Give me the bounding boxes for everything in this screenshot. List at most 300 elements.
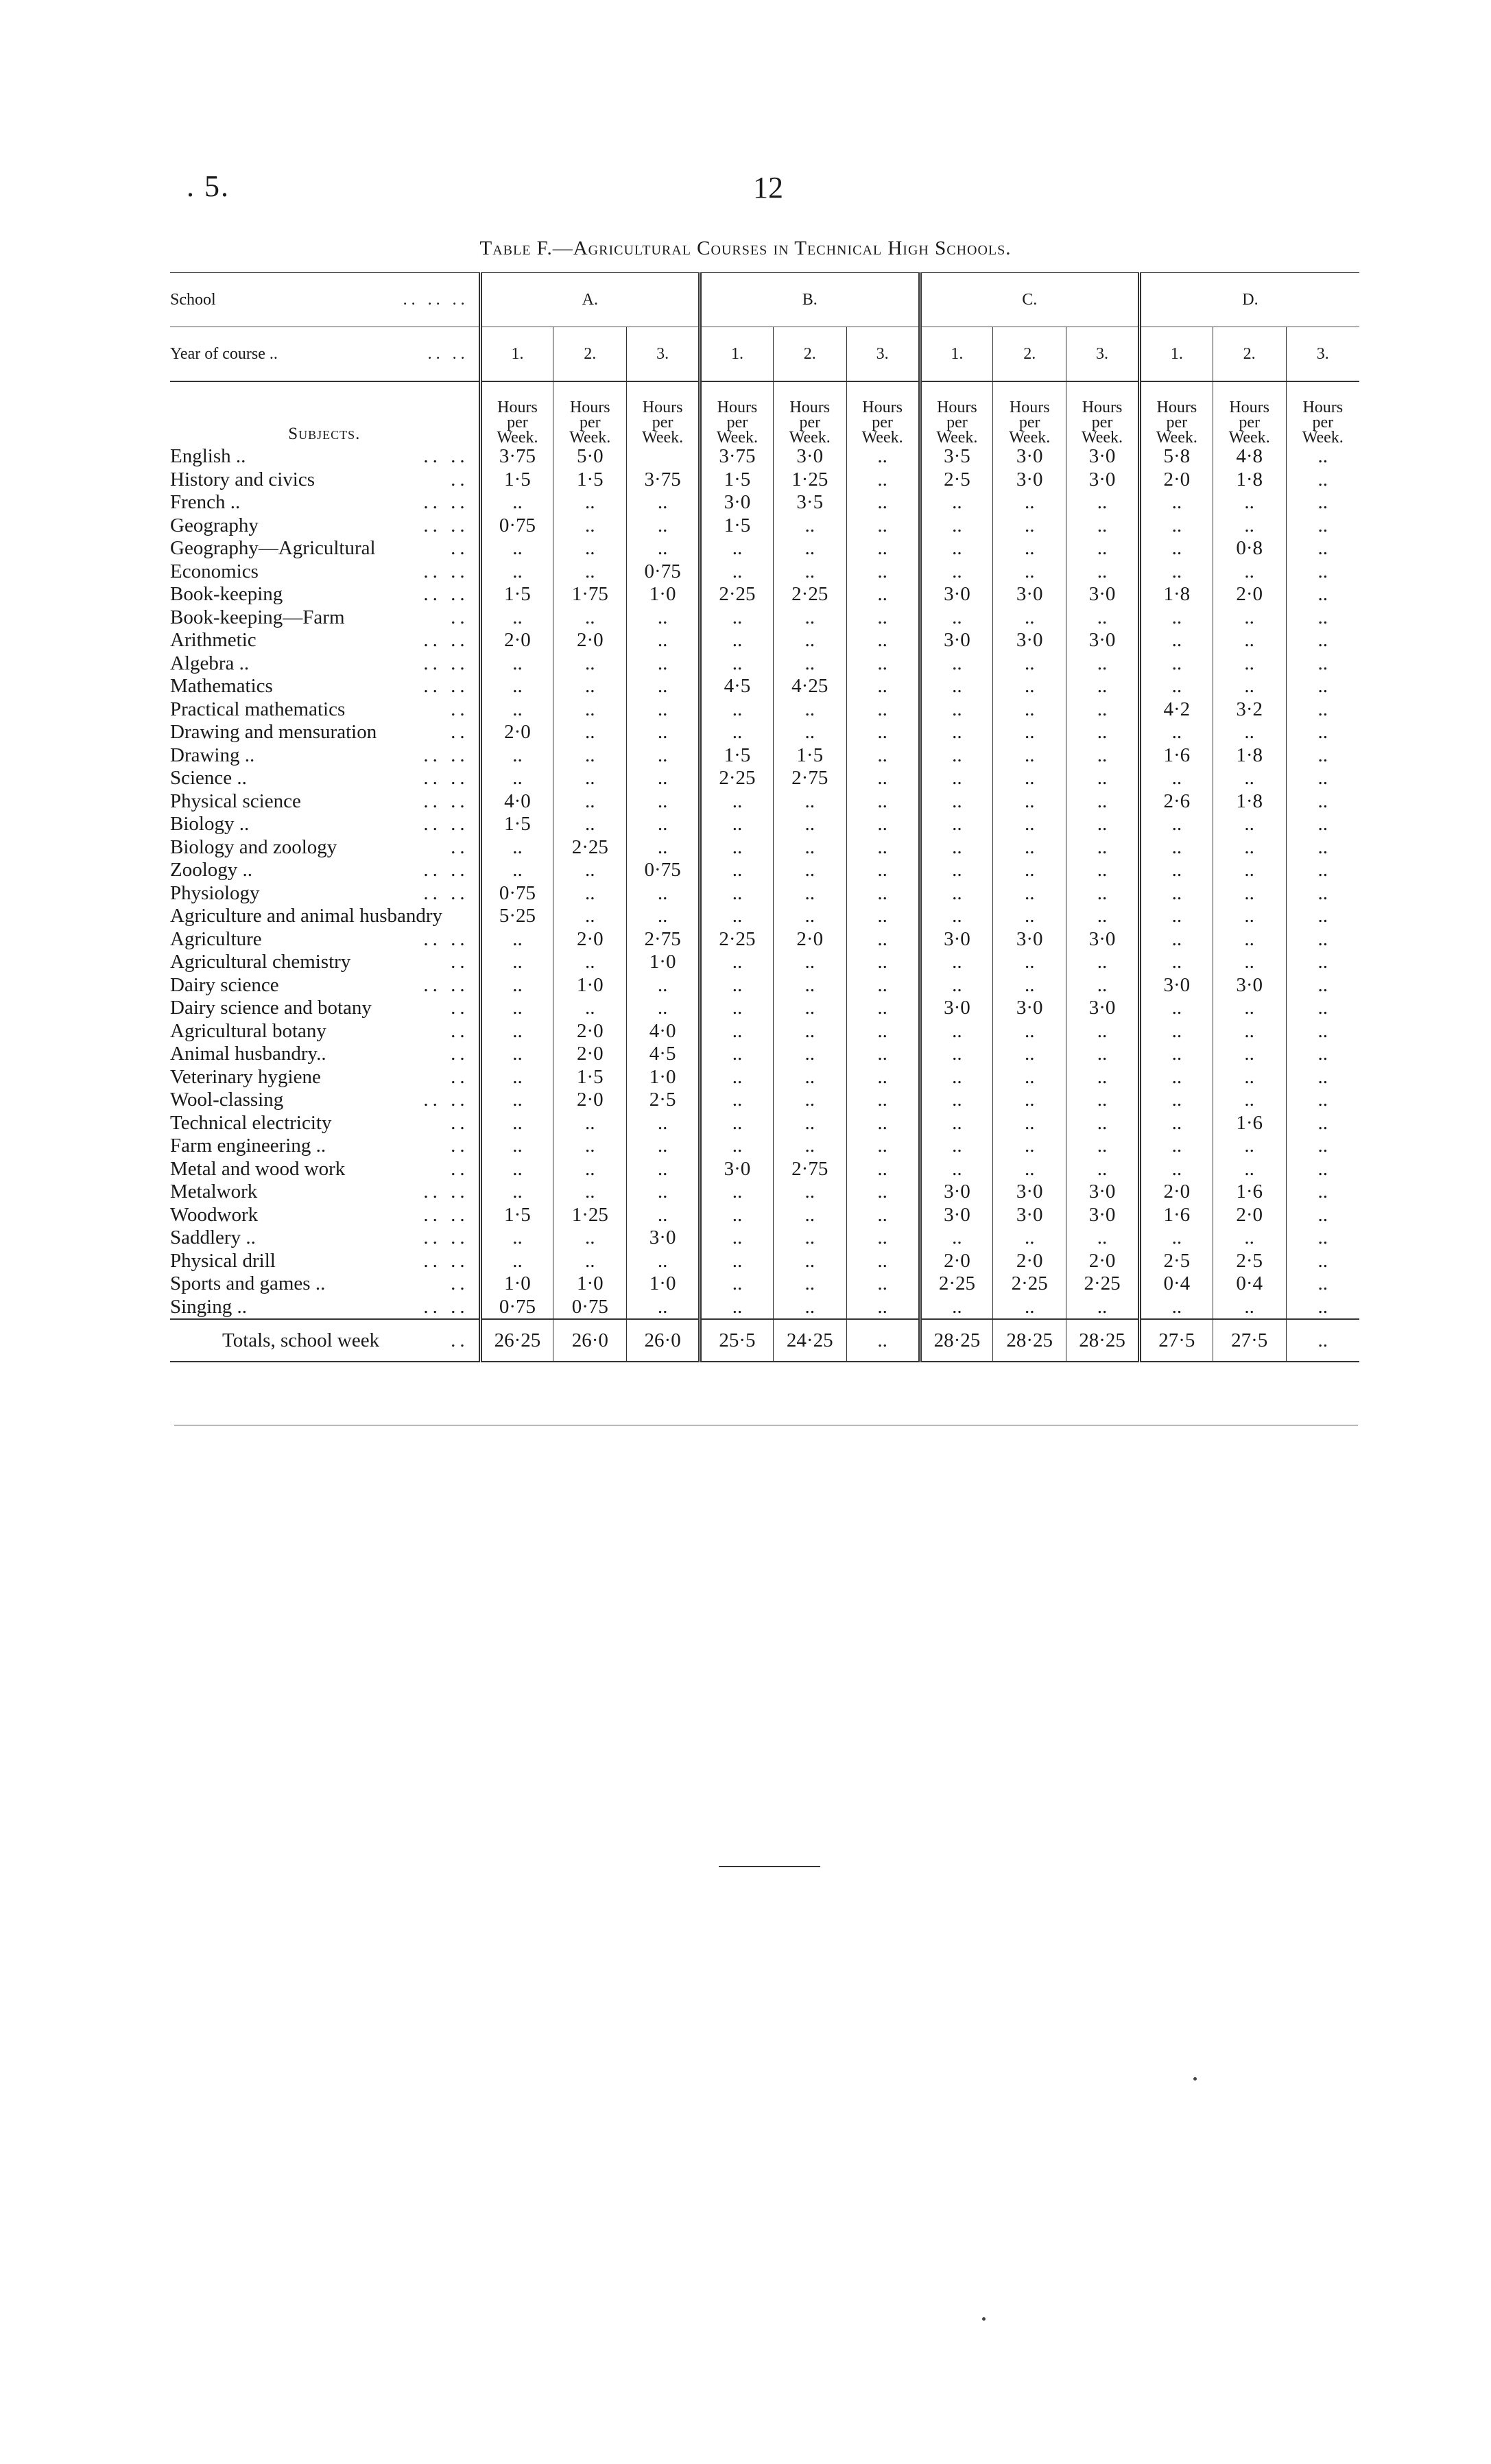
hours-cell: .. — [480, 836, 553, 860]
subject-name: Metalwork — [170, 1181, 258, 1203]
hours-cell: .. — [993, 974, 1066, 997]
hours-cell: 1·0 — [480, 1272, 553, 1296]
leader-dots: .. .. — [423, 1227, 469, 1249]
subject-cell — [170, 1272, 480, 1296]
hours-cell: .. — [1066, 1043, 1140, 1066]
hours-cell: .. — [920, 675, 993, 698]
unit-header-cell — [1286, 381, 1359, 445]
hours-cell: 2·0 — [480, 629, 553, 652]
table-row — [170, 469, 1359, 492]
subject-name: Drawing and mensuration — [170, 721, 377, 744]
year-header: 2. — [773, 327, 846, 382]
hours-cell: .. — [553, 859, 627, 882]
hours-cell: .. — [773, 1089, 846, 1112]
hours-cell: .. — [993, 859, 1066, 882]
leader-dots: .. .. — [423, 767, 469, 790]
hours-cell: 2·25 — [553, 836, 627, 860]
subject-name: Sports and games .. — [170, 1272, 326, 1295]
unit-header-line: per — [1312, 414, 1334, 431]
subjects-heading: Subjects. — [170, 381, 480, 445]
hours-cell: 3·0 — [700, 1158, 774, 1181]
total-cell: 25·5 — [700, 1319, 774, 1362]
total-cell: 26·0 — [627, 1319, 700, 1362]
hours-cell: .. — [993, 767, 1066, 790]
unit-header-line: per — [1239, 414, 1260, 431]
total-cell: 26·25 — [480, 1319, 553, 1362]
hours-cell: .. — [480, 974, 553, 997]
hours-cell: .. — [1286, 974, 1359, 997]
hours-cell: 3·0 — [1066, 469, 1140, 492]
hours-cell: 5·8 — [1139, 445, 1213, 469]
hours-cell: .. — [773, 1296, 846, 1320]
hours-cell: .. — [627, 997, 700, 1020]
leader-dots: .. .. — [423, 445, 469, 468]
hours-cell: 5·25 — [480, 905, 553, 928]
subject-cell — [170, 1020, 480, 1043]
hours-cell: .. — [700, 560, 774, 584]
hours-cell: .. — [700, 997, 774, 1020]
subject-cell — [170, 491, 480, 514]
hours-cell: .. — [1286, 721, 1359, 744]
hours-cell: .. — [993, 1020, 1066, 1043]
subject-cell — [170, 905, 480, 928]
hours-cell: .. — [1213, 1227, 1286, 1250]
hours-cell: .. — [773, 790, 846, 814]
hours-cell: 2·25 — [920, 1272, 993, 1296]
hours-cell: 2·25 — [700, 928, 774, 951]
unit-header-line: Hours — [1302, 399, 1344, 416]
hours-cell: .. — [627, 721, 700, 744]
hours-cell: 2·0 — [1066, 1250, 1140, 1273]
hours-cell: .. — [480, 744, 553, 768]
hours-cell: .. — [1213, 560, 1286, 584]
hours-cell: 3·75 — [480, 445, 553, 469]
hours-cell: .. — [1213, 1296, 1286, 1320]
hours-cell: .. — [993, 606, 1066, 630]
hours-cell: 1·25 — [773, 469, 846, 492]
hours-cell: .. — [773, 1020, 846, 1043]
subject-name: Agriculture and animal husbandry — [170, 905, 443, 927]
hours-cell: .. — [1286, 606, 1359, 630]
year-label-cell — [170, 327, 480, 382]
leader-dots: .. .. .. — [403, 290, 469, 309]
subject-name: Veterinary hygiene — [170, 1065, 321, 1088]
hours-cell: .. — [846, 583, 920, 606]
hours-cell: .. — [846, 1066, 920, 1089]
leader-dots: .. .. — [423, 1203, 469, 1226]
hours-cell: 0·75 — [627, 859, 700, 882]
school-label: School — [170, 290, 216, 309]
unit-header-row — [170, 381, 1359, 445]
hours-cell: .. — [993, 813, 1066, 836]
subject-cell — [170, 445, 480, 469]
hours-cell: .. — [1286, 1204, 1359, 1227]
hours-cell: .. — [700, 1204, 774, 1227]
hours-cell: .. — [773, 974, 846, 997]
subject-name: Physiology — [170, 881, 260, 904]
hours-cell: 2·0 — [553, 1043, 627, 1066]
hours-cell: 4·5 — [700, 675, 774, 698]
year-header: 2. — [993, 327, 1066, 382]
hours-cell: .. — [1286, 491, 1359, 514]
subject-cell — [170, 721, 480, 744]
hours-cell: .. — [993, 836, 1066, 860]
hours-cell: 1·5 — [553, 1066, 627, 1089]
hours-cell: .. — [553, 537, 627, 560]
page-number: 12 — [753, 171, 783, 204]
hours-cell: 3·0 — [993, 1181, 1066, 1204]
table-row — [170, 445, 1359, 469]
hours-cell: .. — [553, 1250, 627, 1273]
leader-dots: .. — [451, 997, 469, 1019]
hours-cell: 2·75 — [773, 1158, 846, 1181]
hours-cell: .. — [1286, 790, 1359, 814]
hours-cell: .. — [846, 445, 920, 469]
hours-cell: .. — [1139, 882, 1213, 905]
hours-cell: 4·2 — [1139, 698, 1213, 722]
hours-cell: .. — [993, 698, 1066, 722]
hours-cell: .. — [1066, 1089, 1140, 1112]
unit-header-line: Hours — [1009, 399, 1050, 416]
hours-cell: .. — [920, 537, 993, 560]
hours-cell: 2·0 — [1213, 1204, 1286, 1227]
hours-cell: .. — [1213, 1020, 1286, 1043]
subject-name: Geography — [170, 514, 259, 536]
year-label: Year of course .. — [170, 344, 278, 363]
table-row — [170, 560, 1359, 584]
subject-rows — [170, 445, 1359, 1319]
unit-header-line: per — [799, 414, 821, 431]
hours-cell: .. — [1139, 951, 1213, 974]
hours-cell: .. — [1139, 1020, 1213, 1043]
hours-cell: .. — [627, 652, 700, 676]
hours-cell: 3·0 — [1066, 928, 1140, 951]
hours-cell: 3·0 — [1066, 583, 1140, 606]
hours-cell: .. — [1213, 859, 1286, 882]
hours-cell: 2·5 — [1213, 1250, 1286, 1273]
hours-cell: .. — [993, 1227, 1066, 1250]
subject-name: Agriculture — [170, 927, 262, 950]
hours-cell: .. — [1066, 652, 1140, 676]
hours-cell: 2·75 — [773, 767, 846, 790]
hours-cell: 2·5 — [1139, 1250, 1213, 1273]
hours-cell: .. — [700, 882, 774, 905]
hours-cell: 2·0 — [1139, 469, 1213, 492]
leader-dots: .. — [451, 721, 469, 744]
hours-cell: .. — [480, 1020, 553, 1043]
hours-cell: .. — [993, 790, 1066, 814]
hours-cell: .. — [480, 1112, 553, 1135]
subject-name: Drawing .. — [170, 744, 255, 766]
totals-label: Totals, school week — [222, 1329, 380, 1351]
hours-cell: .. — [553, 905, 627, 928]
hours-cell: .. — [920, 514, 993, 538]
hours-cell: 0·8 — [1213, 537, 1286, 560]
hours-cell: .. — [846, 813, 920, 836]
hours-cell: 3·0 — [920, 997, 993, 1020]
hours-cell: .. — [993, 1089, 1066, 1112]
table-row — [170, 859, 1359, 882]
hours-cell: .. — [993, 1158, 1066, 1181]
hours-cell: .. — [920, 698, 993, 722]
hours-cell: 4·25 — [773, 675, 846, 698]
hours-cell: .. — [1066, 1158, 1140, 1181]
hours-cell: .. — [627, 1112, 700, 1135]
hours-cell: 1·5 — [480, 469, 553, 492]
hours-cell: .. — [1139, 905, 1213, 928]
hours-cell: .. — [846, 1135, 920, 1158]
unit-header-cell — [1213, 381, 1286, 445]
year-header: 2. — [553, 327, 627, 382]
hours-cell: .. — [920, 1135, 993, 1158]
hours-cell: 3·0 — [920, 1181, 993, 1204]
hours-cell: 0·75 — [480, 1296, 553, 1320]
hours-cell: 3·0 — [1139, 974, 1213, 997]
hours-cell: .. — [700, 606, 774, 630]
hours-cell: 3·0 — [993, 928, 1066, 951]
total-cell: 24·25 — [773, 1319, 846, 1362]
unit-header-line: Week. — [1228, 429, 1270, 447]
hours-cell: .. — [846, 606, 920, 630]
leader-dots: .. .. — [423, 1249, 469, 1272]
table-row — [170, 882, 1359, 905]
year-header: 3. — [846, 327, 920, 382]
unit-header-line: Hours — [569, 399, 610, 416]
agricultural-courses-table — [170, 272, 1359, 1362]
unit-header-cell — [1139, 381, 1213, 445]
subject-name: Economics — [170, 560, 259, 582]
unit-header-line: Week. — [716, 429, 758, 447]
hours-cell: .. — [920, 790, 993, 814]
hours-cell: .. — [846, 997, 920, 1020]
subject-name: Agricultural botany — [170, 1019, 326, 1042]
hours-cell: .. — [920, 974, 993, 997]
unit-header-line: Week. — [861, 429, 903, 447]
hours-cell: .. — [773, 629, 846, 652]
subject-cell — [170, 675, 480, 698]
hours-cell: .. — [1139, 997, 1213, 1020]
hours-cell: .. — [773, 698, 846, 722]
unit-header-line: per — [1091, 414, 1113, 431]
hours-cell: .. — [920, 1158, 993, 1181]
school-a-header: A. — [480, 273, 700, 327]
hours-cell: .. — [1139, 629, 1213, 652]
subject-name: Woodwork — [170, 1203, 259, 1226]
hours-cell: 0·75 — [553, 1296, 627, 1320]
total-cell: .. — [846, 1319, 920, 1362]
hours-cell: 3·0 — [920, 928, 993, 951]
table-row — [170, 1250, 1359, 1273]
table-row — [170, 997, 1359, 1020]
hours-cell: .. — [1286, 537, 1359, 560]
hours-cell: .. — [553, 767, 627, 790]
leader-dots: .. — [451, 951, 469, 973]
hours-cell: .. — [1286, 1296, 1359, 1320]
subject-cell — [170, 1204, 480, 1227]
hours-cell: .. — [627, 790, 700, 814]
hours-cell: .. — [700, 1250, 774, 1273]
hours-cell: .. — [1213, 491, 1286, 514]
leader-dots: .. — [451, 1043, 469, 1065]
hours-cell: .. — [553, 606, 627, 630]
hours-cell: .. — [627, 675, 700, 698]
hours-cell: .. — [1139, 721, 1213, 744]
hours-cell: 1·8 — [1213, 744, 1286, 768]
hours-cell: .. — [773, 859, 846, 882]
total-cell: 28·25 — [1066, 1319, 1140, 1362]
subject-name: English .. — [170, 445, 246, 468]
hours-cell: 2·0 — [480, 721, 553, 744]
hours-cell: .. — [846, 675, 920, 698]
hours-cell: .. — [1213, 514, 1286, 538]
hours-cell: 2·0 — [553, 928, 627, 951]
table-row — [170, 767, 1359, 790]
subject-cell — [170, 744, 480, 768]
hours-cell: .. — [1286, 859, 1359, 882]
table-row — [170, 1020, 1359, 1043]
hours-cell: 2·0 — [553, 1089, 627, 1112]
school-c-header: C. — [920, 273, 1139, 327]
subject-cell — [170, 514, 480, 538]
hours-cell: .. — [700, 974, 774, 997]
hours-cell: 1·5 — [480, 583, 553, 606]
unit-header-line: Week. — [936, 429, 978, 447]
hours-cell: .. — [1213, 652, 1286, 676]
subject-name: Dairy science and botany — [170, 997, 372, 1019]
unit-header-line: Week. — [497, 429, 538, 447]
leader-dots: .. .. — [423, 881, 469, 904]
hours-cell: 1·75 — [553, 583, 627, 606]
hours-cell: .. — [700, 1272, 774, 1296]
hours-cell: .. — [627, 1181, 700, 1204]
subject-cell — [170, 790, 480, 814]
hours-cell: .. — [920, 905, 993, 928]
hours-cell: .. — [1286, 1135, 1359, 1158]
hours-cell: .. — [553, 698, 627, 722]
subject-name: Practical mathematics — [170, 698, 346, 720]
hours-cell: 3·75 — [627, 469, 700, 492]
hours-cell: .. — [846, 1204, 920, 1227]
hours-cell: .. — [553, 744, 627, 768]
hours-cell: 1·5 — [773, 744, 846, 768]
hours-cell: 2·0 — [553, 629, 627, 652]
hours-cell: .. — [1139, 1296, 1213, 1320]
leader-dots: .. .. — [423, 583, 469, 606]
totals-label-cell — [170, 1319, 480, 1362]
subject-name: Book-keeping—Farm — [170, 606, 345, 628]
subject-name: Algebra .. — [170, 652, 250, 674]
table-row — [170, 629, 1359, 652]
hours-cell: .. — [1213, 606, 1286, 630]
unit-header-line: Hours — [717, 399, 758, 416]
hours-cell: .. — [627, 744, 700, 768]
hours-cell: .. — [846, 537, 920, 560]
subject-cell — [170, 813, 480, 836]
hours-cell: .. — [920, 721, 993, 744]
hours-cell: 4·0 — [627, 1020, 700, 1043]
subject-cell — [170, 1135, 480, 1158]
hours-cell: .. — [846, 1158, 920, 1181]
hours-cell: 3·2 — [1213, 698, 1286, 722]
hours-cell: 2·0 — [993, 1250, 1066, 1273]
unit-header-cell — [846, 381, 920, 445]
hours-cell: .. — [1066, 606, 1140, 630]
unit-header-cell — [920, 381, 993, 445]
leader-dots: .. .. — [423, 629, 469, 652]
hours-cell: .. — [1286, 1158, 1359, 1181]
hours-cell: .. — [1066, 537, 1140, 560]
hours-cell: .. — [700, 813, 774, 836]
hours-cell: .. — [1213, 1089, 1286, 1112]
hours-cell: .. — [1286, 1227, 1359, 1250]
hours-cell: .. — [480, 997, 553, 1020]
hours-cell: .. — [480, 491, 553, 514]
hours-cell: .. — [1066, 951, 1140, 974]
year-header: 3. — [1286, 327, 1359, 382]
hours-cell: .. — [553, 1227, 627, 1250]
leader-dots: .. .. — [423, 491, 469, 514]
hours-cell: 4·5 — [627, 1043, 700, 1066]
hours-cell: .. — [993, 514, 1066, 538]
hours-cell: 3·0 — [1066, 629, 1140, 652]
hours-cell: .. — [993, 537, 1066, 560]
hours-cell: .. — [480, 1227, 553, 1250]
hours-cell: 3·0 — [773, 445, 846, 469]
hours-cell: .. — [920, 491, 993, 514]
hours-cell: .. — [846, 698, 920, 722]
table-row — [170, 583, 1359, 606]
hours-cell: .. — [1213, 928, 1286, 951]
unit-header-line: per — [726, 414, 748, 431]
table-row — [170, 491, 1359, 514]
hours-cell: 1·5 — [700, 469, 774, 492]
hours-cell: .. — [1139, 1066, 1213, 1089]
unit-header-cell — [700, 381, 774, 445]
hours-cell: 3·0 — [993, 629, 1066, 652]
hours-cell: .. — [1139, 1135, 1213, 1158]
hours-cell: 1·8 — [1139, 583, 1213, 606]
subject-cell — [170, 951, 480, 974]
hours-cell: .. — [846, 1043, 920, 1066]
hours-cell: .. — [993, 1296, 1066, 1320]
hours-cell: .. — [1139, 1112, 1213, 1135]
hours-cell: .. — [553, 1135, 627, 1158]
total-cell: 27·5 — [1139, 1319, 1213, 1362]
leader-dots: .. .. — [423, 790, 469, 812]
table-row — [170, 1043, 1359, 1066]
hours-cell: .. — [700, 721, 774, 744]
hours-cell: 1·0 — [553, 1272, 627, 1296]
hours-cell: .. — [993, 1112, 1066, 1135]
hours-cell: .. — [846, 882, 920, 905]
hours-cell: .. — [993, 1066, 1066, 1089]
hours-cell: 1·5 — [700, 514, 774, 538]
year-header: 1. — [480, 327, 553, 382]
hours-cell: 0·4 — [1213, 1272, 1286, 1296]
hours-cell: 1·6 — [1213, 1181, 1286, 1204]
hours-cell: .. — [1286, 698, 1359, 722]
hours-cell: .. — [1213, 905, 1286, 928]
subject-cell — [170, 698, 480, 722]
hours-cell: .. — [627, 767, 700, 790]
leader-dots: .. — [451, 1111, 469, 1134]
print-speck — [982, 2317, 986, 2321]
unit-header-line: Hours — [937, 399, 977, 416]
hours-cell: .. — [1286, 469, 1359, 492]
year-header: 3. — [1066, 327, 1140, 382]
table-row — [170, 905, 1359, 928]
hours-cell: .. — [700, 951, 774, 974]
